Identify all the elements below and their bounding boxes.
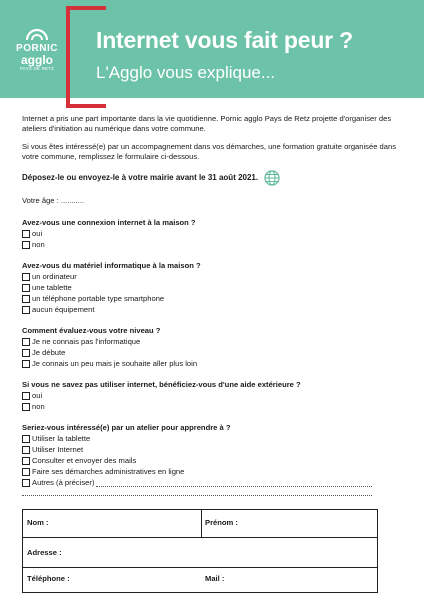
intro-paragraph-2: Si vous êtes intéressé(e) par un accompagnement dans vos démarches, une formation gratuite organisée dans votre commune, remplissez le formulaire ci-dessous.: [22, 142, 396, 161]
page-subtitle: L'Agglo vous explique...: [96, 63, 276, 82]
checkbox[interactable]: [22, 306, 30, 314]
option-non[interactable]: non: [22, 402, 402, 412]
autres-text-line-2[interactable]: [22, 489, 372, 496]
checkbox[interactable]: [22, 457, 30, 465]
option-level-beginner[interactable]: Je débute: [22, 348, 402, 358]
option-autres[interactable]: Autres (à préciser): [22, 478, 402, 488]
checkbox[interactable]: [22, 273, 30, 281]
checkbox[interactable]: [22, 435, 30, 443]
checkbox[interactable]: [22, 446, 30, 454]
red-frame-accent: [66, 6, 106, 108]
adresse-field[interactable]: Adresse :: [27, 548, 62, 557]
checkbox[interactable]: [22, 403, 30, 411]
checkbox[interactable]: [22, 295, 30, 303]
logo-text-pays: PAYS DE RETZ: [19, 66, 55, 71]
question-label: Si vous ne savez pas utiliser internet, bénéficiez-vous d'une aide extérieure ?: [22, 380, 301, 389]
option-ordinateur[interactable]: un ordinateur: [22, 272, 402, 282]
telephone-field[interactable]: Téléphone :: [27, 574, 70, 583]
option-oui[interactable]: oui: [22, 229, 402, 239]
question-workshop-interest: [22, 423, 402, 496]
contact-form-table: [22, 509, 378, 593]
logo-mark-icon: [23, 28, 51, 42]
option-mails[interactable]: Consulter et envoyer des mails: [22, 456, 402, 466]
form-content: [22, 114, 402, 507]
checkbox[interactable]: [22, 241, 30, 249]
form-row-address: [23, 538, 377, 568]
autres-text-line[interactable]: [96, 480, 372, 487]
age-field[interactable]: Votre âge : ...........: [22, 196, 85, 205]
checkbox[interactable]: [22, 230, 30, 238]
column-divider: [201, 510, 202, 537]
globe-icon: [264, 170, 280, 186]
option-level-some[interactable]: Je connais un peu mais je souhaite aller plus loin: [22, 359, 402, 369]
question-outside-help: [22, 380, 402, 412]
pornic-agglo-logo: [14, 28, 60, 72]
deposit-instruction: [22, 170, 402, 186]
question-label: Avez-vous du matériel informatique à la maison ?: [22, 261, 201, 270]
checkbox[interactable]: [22, 338, 30, 346]
option-oui[interactable]: oui: [22, 391, 402, 401]
option-aucun[interactable]: aucun équipement: [22, 305, 402, 315]
form-row-contact: [23, 568, 377, 594]
nom-field[interactable]: Nom :: [27, 518, 49, 527]
checkbox[interactable]: [22, 284, 30, 292]
question-label: Avez-vous une connexion internet à la maison ?: [22, 218, 196, 227]
checkbox[interactable]: [22, 468, 30, 476]
header-banner: [0, 0, 424, 98]
question-level: [22, 326, 402, 369]
logo-text-pornic: PORNIC: [16, 43, 58, 54]
option-demarches[interactable]: Faire ses démarches administratives en ligne: [22, 467, 402, 477]
page-title: Internet vous fait peur ?: [96, 27, 353, 53]
deposit-text: Déposez-le ou envoyez-le à votre mairie avant le 31 août 2021.: [22, 173, 259, 182]
option-non[interactable]: non: [22, 240, 402, 250]
option-tablette[interactable]: Utiliser la tablette: [22, 434, 402, 444]
question-equipment: [22, 261, 402, 315]
question-internet-connection: [22, 218, 402, 250]
option-tablette[interactable]: une tablette: [22, 283, 402, 293]
checkbox[interactable]: [22, 360, 30, 368]
option-smartphone[interactable]: un téléphone portable type smartphone: [22, 294, 402, 304]
mail-field[interactable]: Mail :: [205, 574, 225, 583]
intro-paragraph-1: Internet a pris une part importante dans la vie quotidienne. Pornic agglo Pays de Retz projette d'organiser des ateliers d'initiation au numérique dans votre commune.: [22, 114, 392, 133]
checkbox[interactable]: [22, 349, 30, 357]
checkbox[interactable]: [22, 392, 30, 400]
prenom-field[interactable]: Prénom :: [205, 518, 238, 527]
question-label: Comment évaluez-vous votre niveau ?: [22, 326, 161, 335]
option-internet[interactable]: Utiliser Internet: [22, 445, 402, 455]
logo-text-agglo: agglo: [21, 53, 53, 67]
checkbox[interactable]: [22, 479, 30, 487]
option-level-none[interactable]: Je ne connais pas l'informatique: [22, 337, 402, 347]
question-label: Seriez-vous intéressé(e) par un atelier pour apprendre à ?: [22, 423, 231, 432]
form-row-name: [23, 510, 377, 538]
